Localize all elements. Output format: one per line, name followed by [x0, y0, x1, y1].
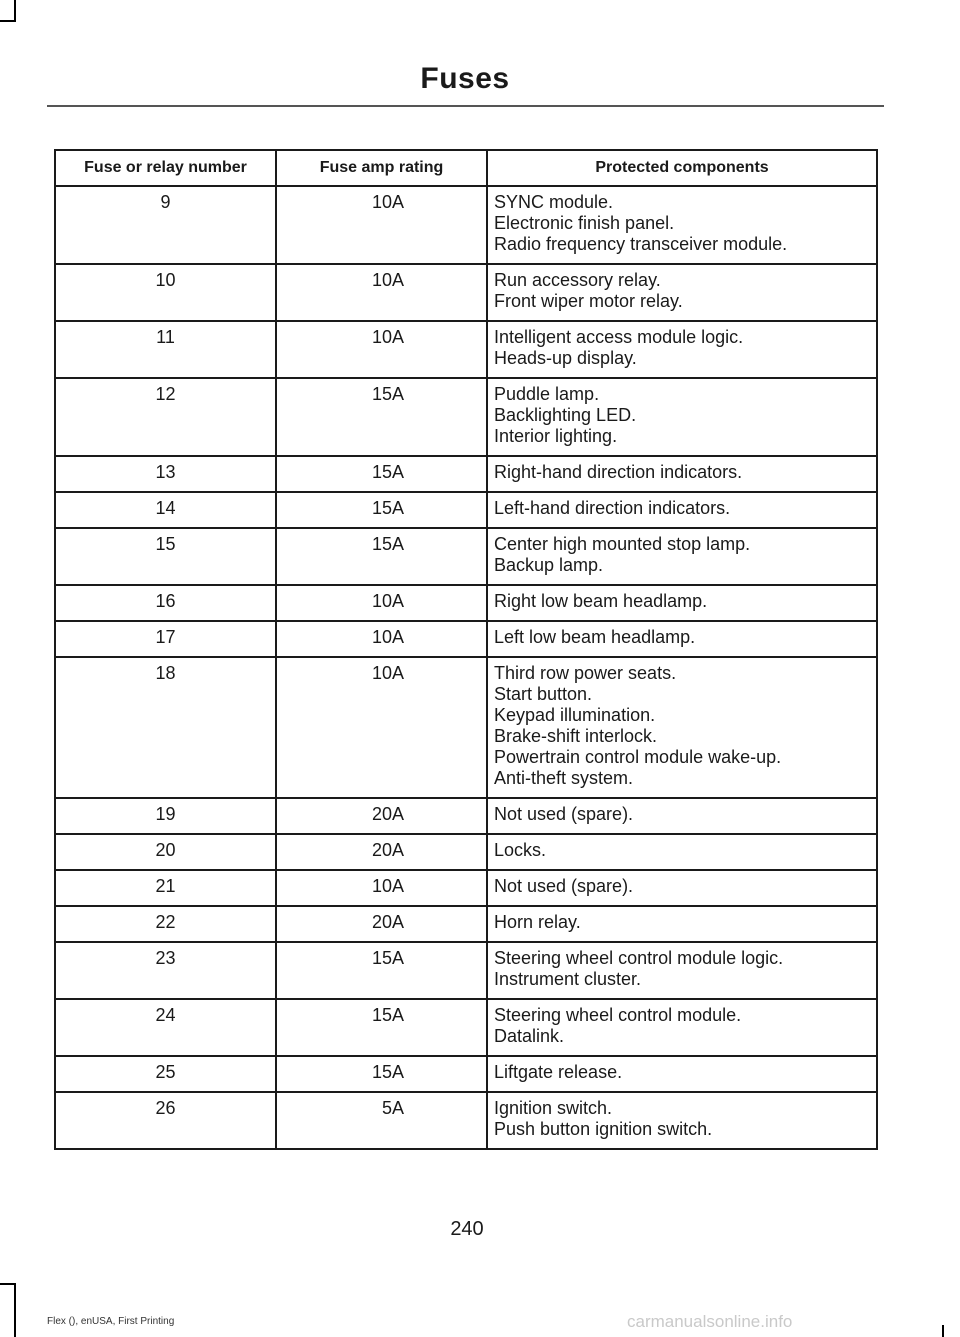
- component-line: Liftgate release.: [494, 1062, 623, 1082]
- component-line: Center high mounted stop lamp.: [494, 534, 751, 554]
- component-line: Right-hand direction indicators.: [494, 462, 743, 482]
- fuse-number-cell: 11: [55, 321, 276, 378]
- table-row: [55, 528, 877, 585]
- amp-rating-cell: 15A: [276, 1056, 487, 1092]
- amp-rating-cell: 10A: [276, 585, 487, 621]
- component-line: Interior lighting.: [494, 426, 618, 446]
- component-line: Push button ignition switch.: [494, 1119, 713, 1139]
- amp-rating-cell: 5A: [276, 1092, 487, 1149]
- protected-components-cell: [487, 378, 877, 456]
- fuse-number-cell: 20: [55, 834, 276, 870]
- component-line: SYNC module.: [494, 192, 614, 212]
- column-header-protected-components: Protected components: [487, 150, 877, 186]
- component-line: Electronic finish panel.: [494, 213, 675, 233]
- protected-components-cell: [487, 621, 877, 657]
- component-line: Front wiper motor relay.: [494, 291, 683, 311]
- amp-rating-cell: 10A: [276, 870, 487, 906]
- component-line: Right low beam headlamp.: [494, 591, 708, 611]
- fuse-number-cell: 16: [55, 585, 276, 621]
- fuse-table-body: [55, 186, 877, 1149]
- amp-rating-cell: 20A: [276, 834, 487, 870]
- protected-components-cell: [487, 870, 877, 906]
- table-row: [55, 798, 877, 834]
- watermark: carmanualsonline.info: [627, 1312, 793, 1331]
- amp-rating-cell: 10A: [276, 621, 487, 657]
- component-line: Backlighting LED.: [494, 405, 637, 425]
- footer-edition: Flex (), enUSA, First Printing: [47, 1316, 175, 1327]
- amp-rating-cell: 10A: [276, 321, 487, 378]
- fuse-table: [54, 149, 878, 1150]
- crop-mark-bottom-left-v: [14, 1283, 16, 1337]
- protected-components-cell: [487, 492, 877, 528]
- amp-rating-cell: 20A: [276, 798, 487, 834]
- protected-components-cell: [487, 264, 877, 321]
- amp-rating-cell: 15A: [276, 378, 487, 456]
- fuse-number-cell: 10: [55, 264, 276, 321]
- protected-components-cell: [487, 1056, 877, 1092]
- component-line: Ignition switch.: [494, 1098, 613, 1118]
- fuse-number-cell: 21: [55, 870, 276, 906]
- fuse-number-cell: 24: [55, 999, 276, 1056]
- table-row: [55, 657, 877, 798]
- amp-rating-cell: 20A: [276, 906, 487, 942]
- component-line: Horn relay.: [494, 912, 581, 932]
- fuse-number-cell: 14: [55, 492, 276, 528]
- amp-rating-cell: 15A: [276, 999, 487, 1056]
- table-row: [55, 456, 877, 492]
- page-title: Fuses: [420, 62, 510, 95]
- fuse-number-cell: 19: [55, 798, 276, 834]
- amp-rating-cell: 15A: [276, 456, 487, 492]
- title-divider: [47, 105, 884, 107]
- component-line: Anti-theft system.: [494, 768, 634, 788]
- table-header-row: [55, 150, 877, 186]
- table-row: [55, 906, 877, 942]
- component-line: Steering wheel control module.: [494, 1005, 742, 1025]
- component-line: Left low beam headlamp.: [494, 627, 696, 647]
- table-row: [55, 1056, 877, 1092]
- table-row: [55, 942, 877, 999]
- table-row: [55, 378, 877, 456]
- component-line: Intelligent access module logic.: [494, 327, 744, 347]
- protected-components-cell: [487, 585, 877, 621]
- component-line: Steering wheel control module logic.: [494, 948, 784, 968]
- component-line: Backup lamp.: [494, 555, 604, 575]
- table-row: [55, 1092, 877, 1149]
- component-line: Keypad illumination.: [494, 705, 656, 725]
- amp-rating-cell: 10A: [276, 657, 487, 798]
- table-row: [55, 321, 877, 378]
- component-line: Locks.: [494, 840, 547, 860]
- protected-components-cell: [487, 798, 877, 834]
- table-row: [55, 999, 877, 1056]
- component-line: Datalink.: [494, 1026, 565, 1046]
- table-row: [55, 186, 877, 264]
- protected-components-cell: [487, 1092, 877, 1149]
- amp-rating-cell: 10A: [276, 186, 487, 264]
- table-row: [55, 870, 877, 906]
- column-header-fuse-number: Fuse or relay number: [55, 150, 276, 186]
- component-line: Radio frequency transceiver module.: [494, 234, 788, 254]
- protected-components-cell: [487, 906, 877, 942]
- table-row: [55, 492, 877, 528]
- fuse-number-cell: 13: [55, 456, 276, 492]
- page-number: 240: [450, 1218, 484, 1240]
- fuse-number-cell: 15: [55, 528, 276, 585]
- component-line: Puddle lamp.: [494, 384, 600, 404]
- fuse-number-cell: 23: [55, 942, 276, 999]
- component-line: Start button.: [494, 684, 593, 704]
- column-header-amp-rating: Fuse amp rating: [276, 150, 487, 186]
- fuse-number-cell: 26: [55, 1092, 276, 1149]
- table-row: [55, 585, 877, 621]
- component-line: Not used (spare).: [494, 804, 634, 824]
- amp-rating-cell: 15A: [276, 492, 487, 528]
- table-row: [55, 264, 877, 321]
- amp-rating-cell: 15A: [276, 528, 487, 585]
- component-line: Third row power seats.: [494, 663, 677, 683]
- component-line: Powertrain control module wake-up.: [494, 747, 782, 767]
- crop-mark-top-left-v: [14, 0, 16, 20]
- protected-components-cell: [487, 657, 877, 798]
- protected-components-cell: [487, 321, 877, 378]
- protected-components-cell: [487, 942, 877, 999]
- crop-mark-top-left-h: [0, 20, 16, 22]
- fuse-number-cell: 9: [55, 186, 276, 264]
- component-line: Brake-shift interlock.: [494, 726, 658, 746]
- amp-rating-cell: 10A: [276, 264, 487, 321]
- fuse-number-cell: 12: [55, 378, 276, 456]
- table-row: [55, 834, 877, 870]
- protected-components-cell: [487, 999, 877, 1056]
- protected-components-cell: [487, 528, 877, 585]
- fuse-number-cell: 25: [55, 1056, 276, 1092]
- fuse-number-cell: 22: [55, 906, 276, 942]
- component-line: Run accessory relay.: [494, 270, 661, 290]
- protected-components-cell: [487, 456, 877, 492]
- crop-mark-bottom-left-h: [0, 1283, 16, 1285]
- component-line: Heads-up display.: [494, 348, 637, 368]
- amp-rating-cell: 15A: [276, 942, 487, 999]
- protected-components-cell: [487, 186, 877, 264]
- crop-mark-bottom-right-v: [942, 1325, 944, 1337]
- component-line: Not used (spare).: [494, 876, 634, 896]
- component-line: Left-hand direction indicators.: [494, 498, 731, 518]
- protected-components-cell: [487, 834, 877, 870]
- component-line: Instrument cluster.: [494, 969, 642, 989]
- fuse-number-cell: 17: [55, 621, 276, 657]
- table-row: [55, 621, 877, 657]
- fuse-number-cell: 18: [55, 657, 276, 798]
